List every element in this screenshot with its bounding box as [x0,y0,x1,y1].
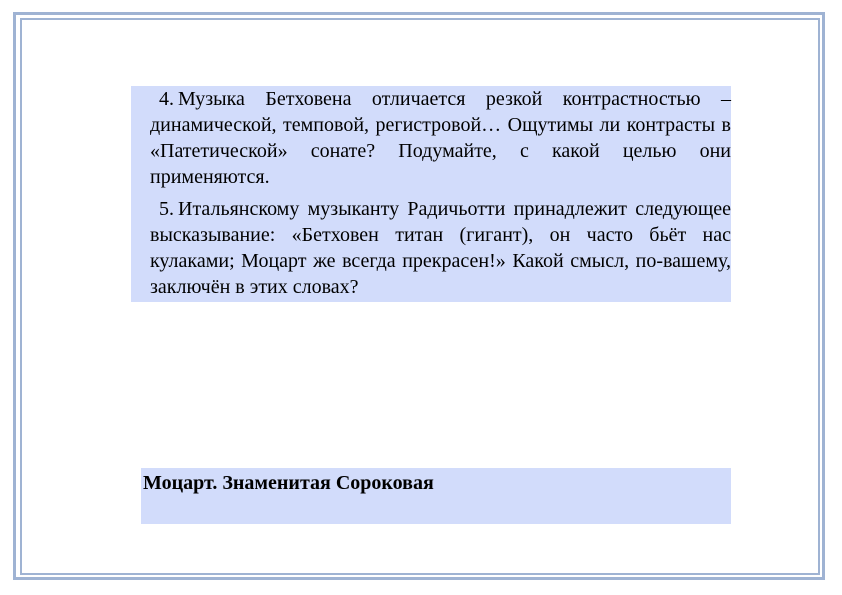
question-text: Музыка Бетховена отличается резкой контрастностью – динамической, темповой, регистровой… Ощутимы ли контрасты в «Патетической» сонате? Подумайте, с какой целью они применяются. [150,88,731,188]
questions-block [131,86,731,302]
question-text: Итальянскому музыканту Радичьотти принадлежит следующее высказывание: «Бетховен титан (гигант), он часто бьёт нас кулаками; Моцарт же всегда прекрасен!» Какой смысл, по-вашему, заключён в этих словах? [150,198,731,298]
subtitle-text: Моцарт. Знаменитая Сороковая [143,472,434,494]
subtitle-box [141,468,731,524]
question-item-5 [131,196,731,300]
question-number: 5. [159,198,174,220]
question-number: 4. [159,88,174,110]
question-item-4 [131,86,731,190]
